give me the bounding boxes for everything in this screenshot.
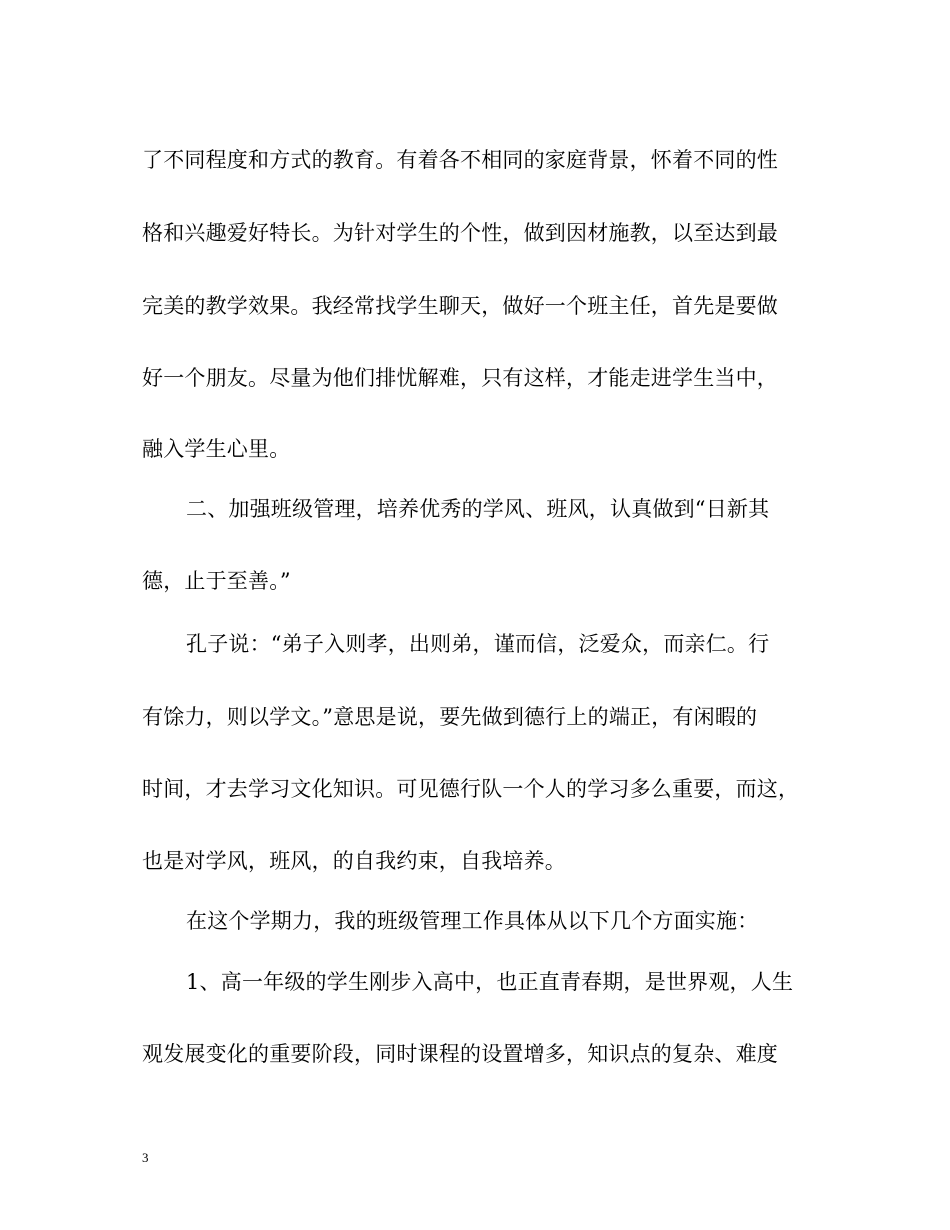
text-line: 格和兴趣爱好特长。为针对学生的个性，做到因材施教，以至达到最 xyxy=(142,221,778,245)
paragraph-start: 孔子说：“弟子入则孝，出则弟，谨而信，泛爱众，而亲仁。行 xyxy=(186,632,770,656)
text-line: 观发展变化的重要阶段，同时课程的设置增多，知识点的复杂、难度 xyxy=(142,1042,778,1066)
text-line: 有馀力，则以学文。”意思是说，要先做到德行上的端正，有闲暇的 xyxy=(142,705,758,729)
text-line: 融入学生心里。 xyxy=(142,437,291,461)
page-number: 3 xyxy=(142,1150,149,1165)
text-line: 时间，才去学习文化知识。可见德行队一个人的学习多么重要，而这， xyxy=(142,777,800,801)
text-line: 完美的教学效果。我经常找学生聊天，做好一个班主任，首先是要做 xyxy=(142,294,778,318)
text-line: 好一个朋友。尽量为他们排忧解难，只有这样，才能走进学生当中， xyxy=(142,366,778,390)
text-line: 德，止于至善。” xyxy=(142,569,291,593)
paragraph-start: 在这个学期力，我的班级管理工作具体从以下几个方面实施： xyxy=(186,909,759,933)
section-heading: 二、加强班级管理，培养优秀的学风、班风，认真做到“日新其 xyxy=(186,497,770,521)
list-item-start: 1、高一年级的学生刚步入高中，也正直青春期，是世界观，人生 xyxy=(186,970,794,994)
text-line: 了不同程度和方式的教育。有着各不相同的家庭背景，怀着不同的性 xyxy=(142,148,778,172)
text-line: 也是对学风，班风，的自我约束，自我培养。 xyxy=(142,849,566,873)
